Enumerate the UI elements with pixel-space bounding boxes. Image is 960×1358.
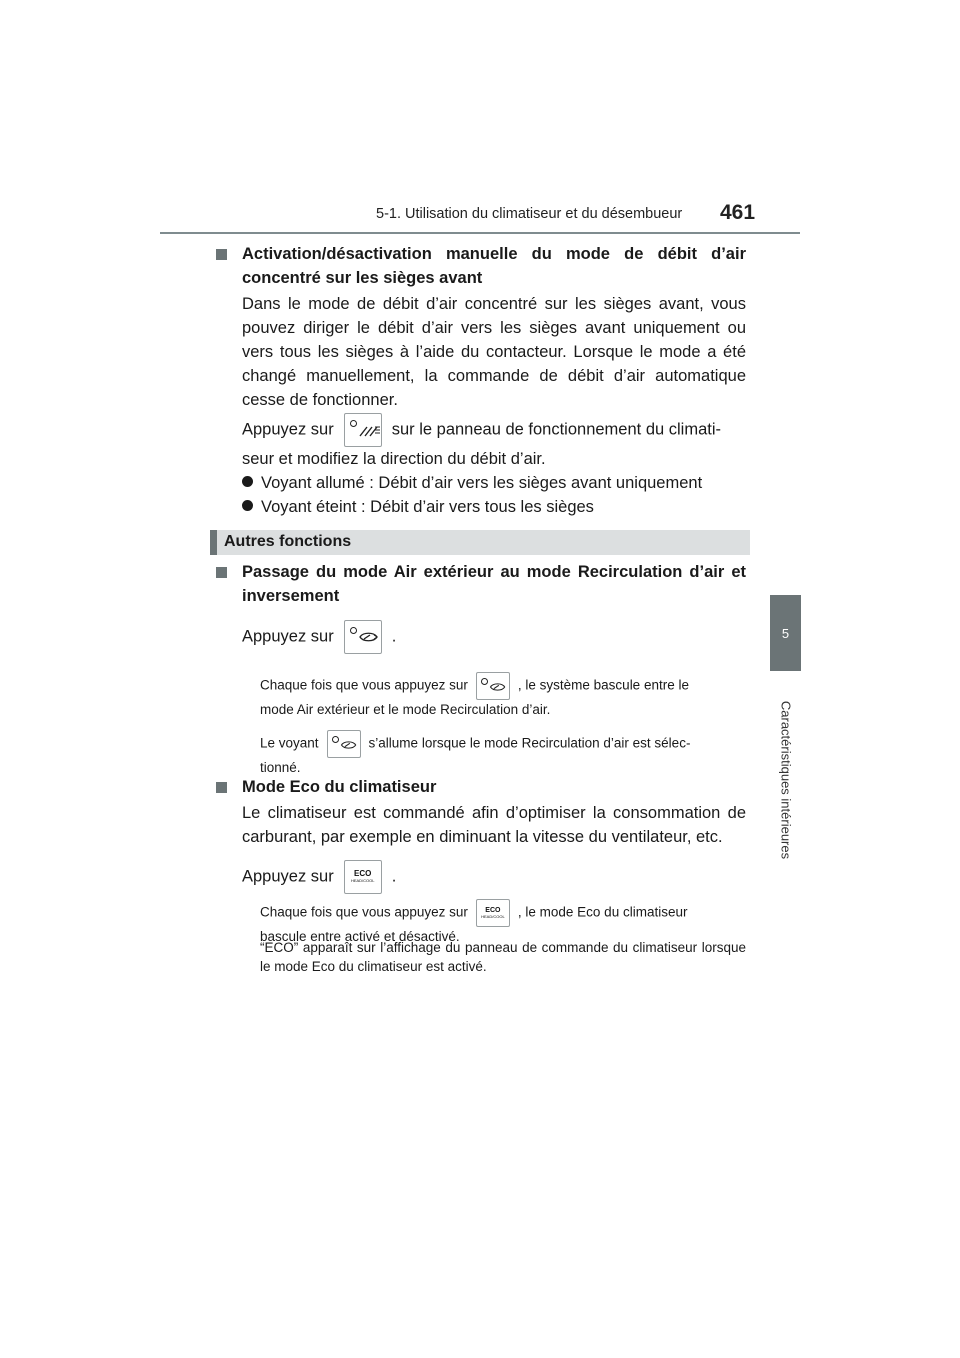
bullet-dot-icon [242,500,253,511]
note-eco-display: “ECO” apparaît sur l’affichage du panneau de commande du climatiseur lorsque le mode Eco du climatiseur est activé. [260,940,746,974]
square-bullet-icon [216,782,227,793]
bullet-indicator-on: Voyant allumé : Débit d’air vers les sièges avant uniquement [242,471,702,495]
paragraph-eco-mode: Le climatiseur est commandé afin d’optimiser la consommation de carburant, par exemple en diminuant la vitesse du ventilateur, etc. [242,804,746,846]
heading-eco-mode: Mode Eco du climatiseur [216,775,746,799]
press-instruction-recirculation: Appuyez sur . [242,620,396,654]
eco-button-icon: ECO HEAD/COOL [344,860,382,894]
front-seat-airflow-button-icon [344,413,382,447]
section-title: Autres fonctions [224,533,352,550]
recirculation-button-icon [476,672,510,700]
chapter-side-label: Caractéristiques intérieures [778,700,794,860]
eco-button-icon: ECO HEAD/COOL [476,899,510,927]
square-bullet-icon [216,249,227,260]
square-bullet-icon [216,567,227,578]
chapter-tab: 5 [770,595,801,671]
heading-recirculation: Passage du mode Air extérieur au mode Recirculation d’air et inversement [216,560,746,608]
press-instruction-eco: Appuyez sur ECO HEAD/COOL . [242,860,396,894]
press-instruction-line2: seur et modifiez la direction du débit d’air. [242,450,546,468]
page-number: 461 [720,201,756,224]
paragraph-front-seat-airflow: Dans le mode de débit d’air concentré sur les sièges avant, vous pouvez diriger le débit d’air vers les sièges avant uniquement ou vers tous les sièges à l’aide du contacteur. Lorsque le mode a été changé manuellement, la commande de débit d’air automatique cesse de fonctionner. [242,295,746,409]
heading-front-seat-airflow: Activation/désactivation manuelle du mode de débit d’air concentré sur les sièges avant [216,242,746,290]
chapter-title: 5-1. Utilisation du climatiseur et du désembueur [376,206,683,222]
header-rule [160,232,800,234]
note-eco-toggle: Chaque fois que vous appuyez sur ECO HEAD/COOL , le mode Eco du climatiseur bascule entre activé et désactivé. [260,899,746,946]
bullet-dot-icon [242,476,253,487]
press-instruction-front-seat: Appuyez sur sur le panneau de fonctionnement du climati- [242,413,721,447]
bullet-indicator-off: Voyant éteint : Débit d’air vers tous les sièges [242,495,594,519]
note-recirculation-indicator: Le voyant s’allume lorsque le mode Recirculation d’air est sélec- tionné. [260,730,746,777]
recirculation-button-icon [344,620,382,654]
section-bar-other-functions [210,530,750,555]
note-recirculation-toggle: Chaque fois que vous appuyez sur , le système bascule entre le mode Air extérieur et le mode Recirculation d’air. [260,672,746,719]
recirculation-indicator-icon [327,730,361,758]
